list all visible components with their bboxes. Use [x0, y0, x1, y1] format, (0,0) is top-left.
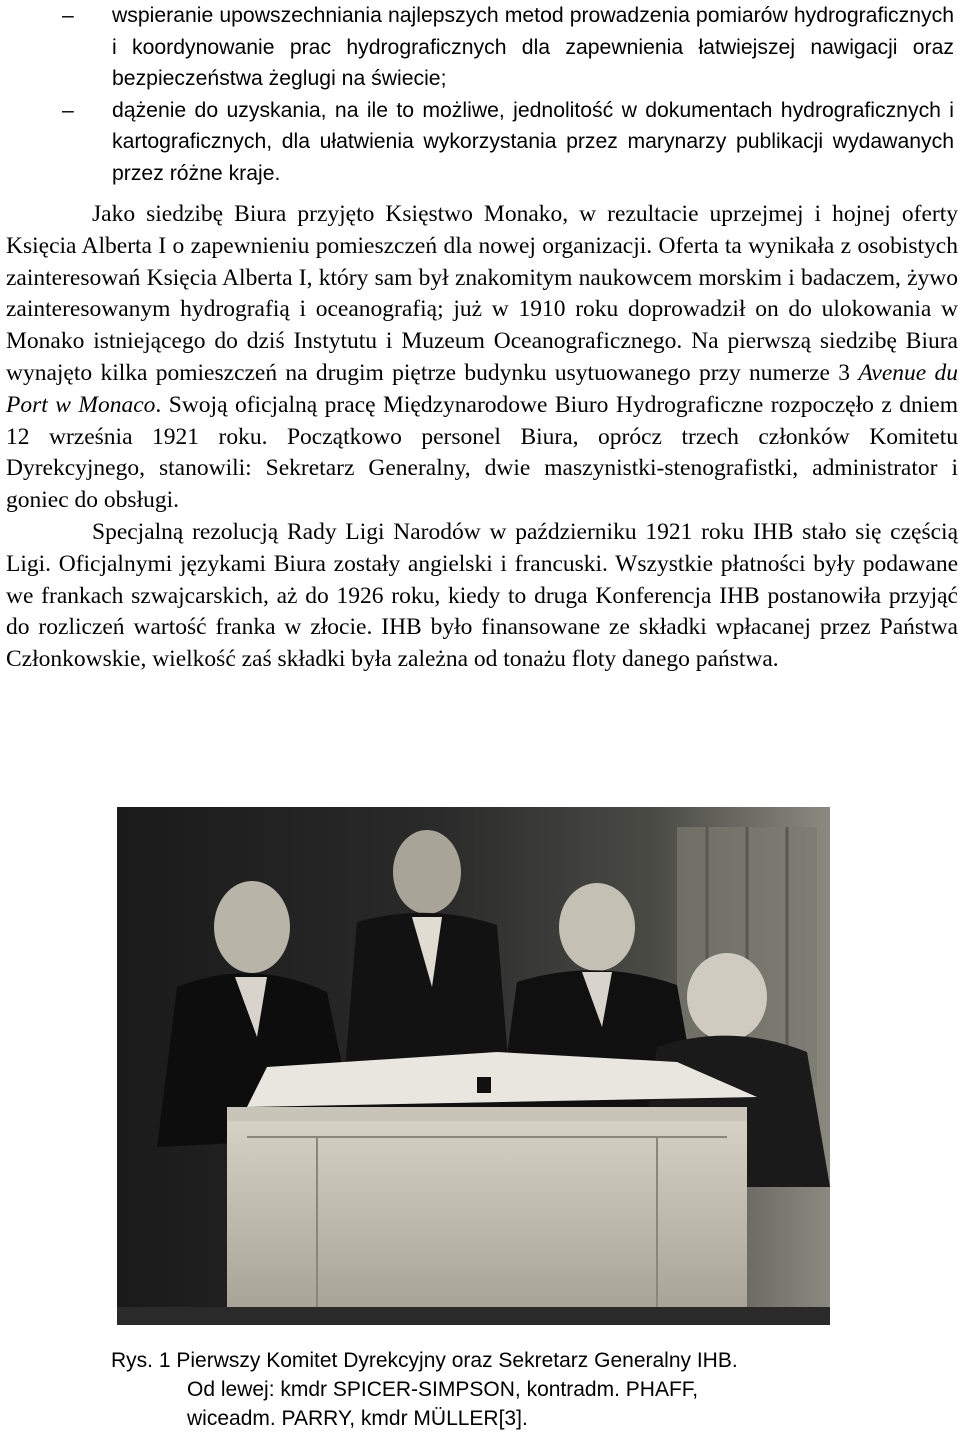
bullet-item [0, 95, 960, 190]
bullet-text: dążenie do uzyskania, na ile to możliwe, jednolitość w dokumentach hydrograficznych i kartograficznych, dla ułatwienia wykorzystania przez marynarzy publikacji wydawanych przez różne kraje. [112, 98, 954, 185]
paragraph-1-part-1: Jako siedzibę Biura przyjęto Księstwo Monako, w rezultacie uprzejmej i hojnej oferty Księcia Alberta I o zapewnieniu pomieszczeń dla nowej organizacji. Oferta ta wynikała z osobistych zainteresowań Księcia Alberta I, który sam był znakomitym naukowcem morskim i badaczem, żywo zainteresowanym hydrografią i oceanografią; już w 1910 roku doprowadził on do ulokowania w Monako istniejącego do dziś Instytutu i Muzeum Oceanograficznego. Na pierwszą siedzibę Biura wynajęto kilka pomieszczeń na drugim piętrze budynku usytuowanego przy numerze 3 [6, 201, 958, 386]
caption-line-2: Od lewej: kmdr SPICER-SIMPSON, kontradm. PHAFF, [187, 1378, 699, 1401]
bullet-item [0, 0, 960, 95]
photo-illustration [117, 807, 830, 1325]
address-italic: Avenue du Port w Monaco [6, 359, 958, 418]
paragraph-1-part-2: . Swoją oficjalną pracę Międzynarodowe Biuro Hydrograficzne rozpoczęło z dniem 12 września 1921 roku. Początkowo personel Biura, oprócz trzech członków Komitetu Dyrekcyjnego, stanowili: Sekretarz Generalny, dwie maszynistki-stenografistki, administrator i goniec do obsługi. [6, 391, 958, 514]
bullet-dash: – [62, 4, 74, 27]
historical-photo [117, 807, 830, 1325]
paragraph-1 [6, 199, 958, 517]
bullet-text: wspieranie upowszechniania najlepszych metod prowadzenia pomiarów hydrograficznych i koordynowanie prac hydrograficznych dla zapewnienia łatwiejszej nawigacji oraz bezpieczeństwa żeglugi na świecie; [112, 4, 954, 90]
figure-caption [111, 1346, 951, 1433]
body-text [6, 199, 958, 676]
caption-line-1: Rys. 1 Pierwszy Komitet Dyrekcyjny oraz Sekretarz Generalny IHB. [111, 1349, 738, 1372]
bullet-dash: – [62, 98, 74, 122]
caption-line-3: wiceadm. PARRY, kmdr MÜLLER[3]. [187, 1407, 528, 1430]
paragraph-2: Specjalną rezolucją Rady Ligi Narodów w październiku 1921 roku IHB stało się częścią Ligi. Oficjalnymi językami Biura zostały angielski i francuski. Wszystkie płatności były podawane we frankach szwajcarskich, aż do 1926 roku, kiedy to druga Konferencja IHB postanowiła przyjąć do rozliczeń wartość franka w złocie. IHB było finansowane ze składki wpłacanej przez Państwa Członkowskie, wielkość zaś składki była zależna od tonażu floty danego państwa. [6, 518, 958, 673]
bullet-list [0, 0, 960, 189]
